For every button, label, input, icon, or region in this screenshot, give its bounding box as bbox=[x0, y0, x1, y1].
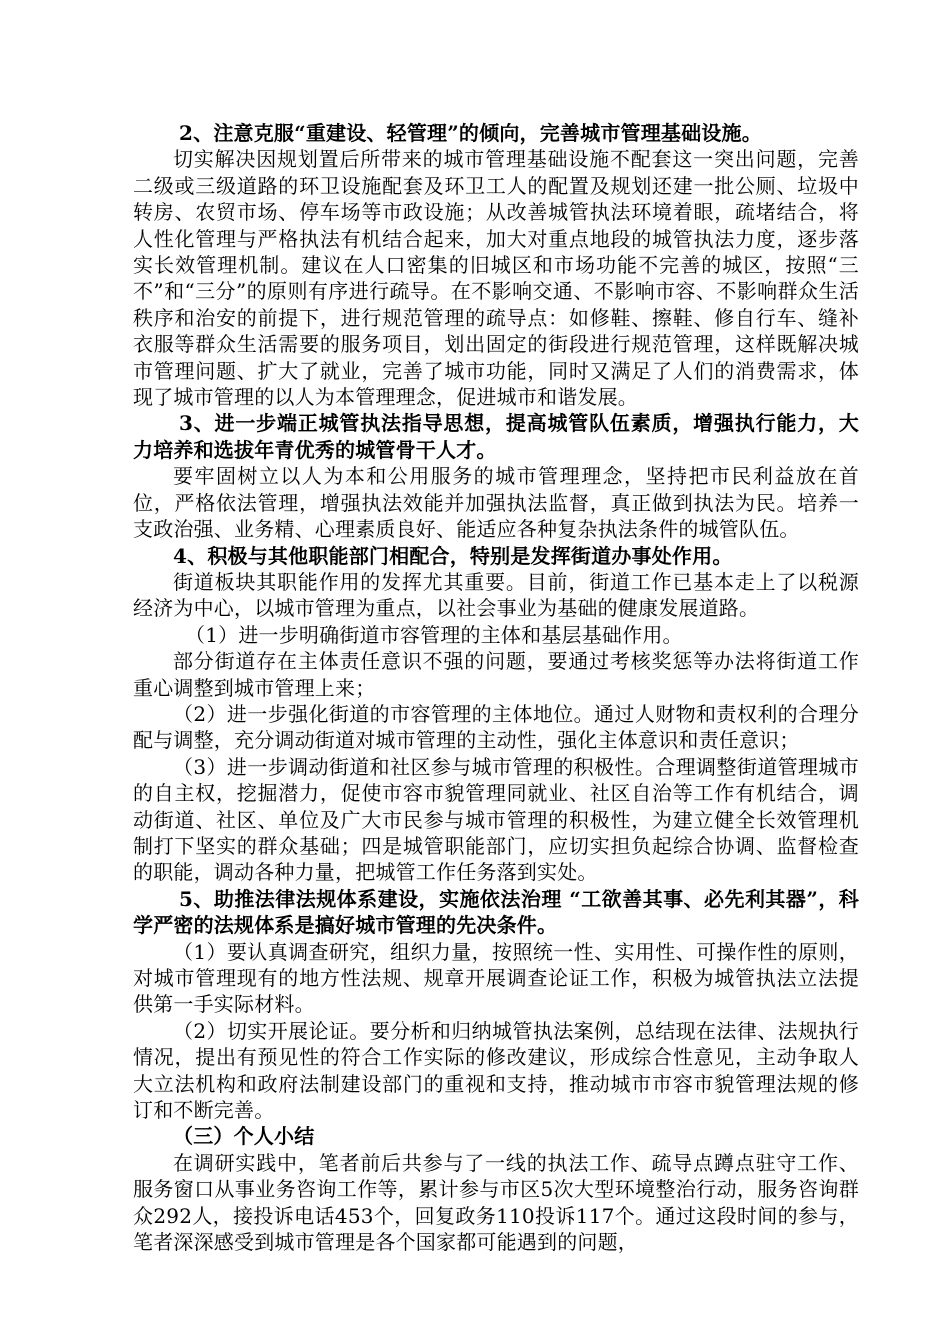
paragraph-4-item-3: （3）进一步调动街道和社区参与城市管理的积极性。合理调整街道管理城市的自主权，挖掘潜力，促使市容市貌管理同就业、社区自治等工作有机结合，调动街道、社区、单位及广大市民参与城市管理的积极性，为建立健全长效管理机制打下坚实的群众基础；四是城管职能部门，应切实担负起综合协调、监督检查的职能，调动各种力量，把城管工作任务落到实处。 bbox=[133, 754, 859, 885]
paragraph-summary-body: 在调研实践中，笔者前后共参与了一线的执法工作、疏导点蹲点驻守工作、服务窗口从事业务咨询工作等，累计参与市区5次大型环境整治行动，服务咨询群众292人，接投诉电话453个，回复政务110投诉117个。通过这段时间的参与，笔者深深感受到城市管理是各个国家都可能遇到的问题， bbox=[133, 1150, 859, 1255]
paragraph-4-item-1-body: 部分街道存在主体责任意识不强的问题，要通过考核奖惩等办法将街道工作重心调整到城市管理上来； bbox=[133, 649, 859, 700]
paragraph-2-body: 切实解决因规划置后所带来的城市管理基础设施不配套这一突出问题，完善二级或三级道路的环卫设施配套及环卫工人的配置及规划还建一批公厕、垃圾中转房、农贸市场、停车场等市政设施；从改善城管执法环境着眼，疏堵结合，将人性化管理与严格执法有机结合起来，加大对重点地段的城管执法力度，逐步落实长效管理机制。建议在人口密集的旧城区和市场功能不完善的城区，按照“三不”和“三分”的原则有序进行疏导。在不影响交通、不影响市容、不影响群众生活秩序和治安的前提下，进行规范管理的疏导点：如修鞋、擦鞋、修自行车、缝补衣服等群众生活需要的服务项目，划出固定的街段进行规范管理，这样既解决城市管理问题、扩大了就业，完善了城市功能，同时又满足了人们的消费需求，体现了城市管理的以人为本管理理念，促进城市和谐发展。 bbox=[133, 147, 859, 410]
heading-3: 3、进一步端正城管执法指导思想，提高城管队伍素质，增强执行能力，大力培养和选拔年青优秀的城管骨干人才。 bbox=[133, 411, 859, 462]
paragraph-4-item-2: （2）进一步强化街道的市容管理的主体地位。通过人财物和责权利的合理分配与调整，充分调动街道对城市管理的主动性，强化主体意识和责任意识； bbox=[133, 701, 859, 753]
paragraph-3-body: 要牢固树立以人为本和公用服务的城市管理理念，坚持把市民利益放在首位，严格依法管理，增强执法效能并加强执法监督，真正做到执法为民。培养一支政治强、业务精、心理素质良好、能适应各种复杂执法条件的城管队伍。 bbox=[133, 464, 859, 542]
paragraph-5-item-1: （1）要认真调查研究，组织力量，按照统一性、实用性、可操作性的原则，对城市管理现有的地方性法规、规章开展调查论证工作，积极为城管执法立法提供第一手实际材料。 bbox=[133, 939, 859, 1017]
paragraph-4-item-1: （1）进一步明确街道市容管理的主体和基层基础作用。 bbox=[185, 622, 683, 647]
heading-5: 5、助推法律法规体系建设，实施依法治理 “工欲善其事、必先利其器”，科学严密的法规体系是搞好城市管理的先决条件。 bbox=[133, 886, 859, 938]
heading-2: 2、注意克服“重建设、轻管理”的倾向，完善城市管理基础设施。 bbox=[179, 121, 762, 145]
document-page bbox=[133, 120, 859, 1255]
heading-summary: （三）个人小结 bbox=[173, 1124, 315, 1149]
paragraph-4-body: 街道板块其职能作用的发挥尤其重要。目前，街道工作已基本走上了以税源经济为中心，以城市管理为重点，以社会事业为基础的健康发展道路。 bbox=[133, 569, 859, 621]
heading-4: 4、积极与其他职能部门相配合，特别是发挥街道办事处作用。 bbox=[173, 543, 733, 568]
paragraph-5-item-2: （2）切实开展论证。要分析和归纳城管执法案例，总结现在法律、法规执行情况，提出有预见性的符合工作实际的修改建议，形成综合性意见，主动争取人大立法机构和政府法制建设部门的重视和支持，推动城市市容市貌管理法规的修订和不断完善。 bbox=[133, 1018, 859, 1123]
